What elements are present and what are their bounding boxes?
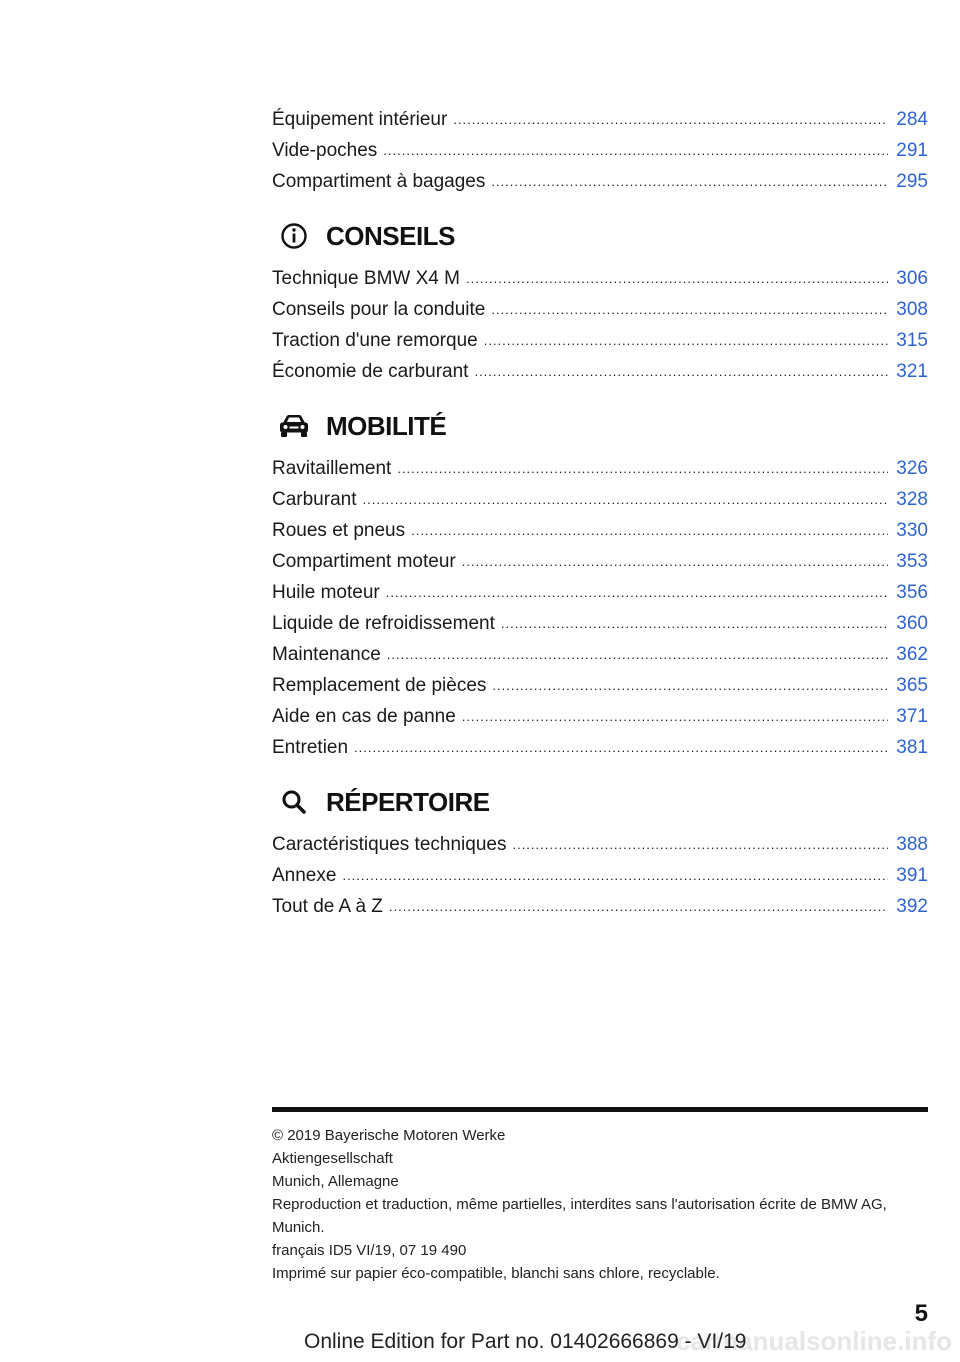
toc-group-top [272,104,928,197]
toc-entry-label: Compartiment à bagages [272,171,486,192]
info-circle-icon [274,219,314,253]
toc-entry[interactable] [272,829,928,860]
toc-page-link[interactable]: 330 [896,520,928,541]
imprint-line: Munich, Allemagne [272,1173,399,1190]
search-icon [274,785,314,819]
section-title: MOBILITÉ [326,410,447,441]
toc-entry-label: Roues et pneus [272,520,406,541]
section-title: RÉPERTOIRE [326,786,490,817]
dot-leader [491,294,888,325]
toc-entry-label: Remplacement de pièces [272,675,487,696]
toc-entry-label: Annexe [272,865,337,886]
toc-entry-label: Ravitaillement [272,458,392,479]
dot-leader [462,701,888,732]
imprint [272,1124,928,1285]
toc-page-link[interactable]: 353 [896,551,928,572]
page-number: 5 [914,1300,928,1327]
toc-page-link[interactable]: 306 [896,268,928,289]
toc-entry-label: Économie de carburant [272,361,469,382]
toc-entry-label: Carburant [272,489,357,510]
toc-entry[interactable] [272,484,928,515]
toc-entry[interactable] [272,608,928,639]
dot-leader [342,860,888,891]
dot-leader [501,608,888,639]
dot-leader [484,325,889,356]
footer-divider [272,1107,928,1112]
toc-entry-label: Liquide de refroidissement [272,613,495,634]
dot-leader [386,577,889,608]
section-title: CONSEILS [326,220,455,251]
dot-leader [462,546,889,577]
toc-page-link[interactable]: 291 [896,140,928,161]
dot-leader [453,104,888,135]
dot-leader [491,166,888,197]
online-edition-note: Online Edition for Part no. 01402666869 - VI/19 [304,1330,747,1353]
watermark: carmanualsonline.info [676,1326,952,1356]
dot-leader [383,135,888,166]
toc-page-link[interactable]: 392 [896,896,928,917]
toc-entry[interactable] [272,135,928,166]
dot-leader [466,263,888,294]
dot-leader [411,515,888,546]
toc-entry[interactable] [272,453,928,484]
toc-page-link[interactable]: 391 [896,865,928,886]
imprint-line: Imprimé sur papier éco-compatible, blanchi sans chlore, recyclable. [272,1265,720,1282]
imprint-line: Aktiengesellschaft [272,1150,393,1167]
toc-entry[interactable] [272,515,928,546]
toc-group-mobilite [272,453,928,763]
toc-page-link[interactable]: 284 [896,109,928,130]
toc-entry-label: Vide-poches [272,140,378,161]
imprint-line: © 2019 Bayerische Motoren Werke [272,1127,506,1144]
toc-group-conseils [272,263,928,387]
section-header-conseils [272,219,928,253]
toc-entry[interactable] [272,860,928,891]
table-of-contents [272,104,928,922]
toc-page-link[interactable]: 321 [896,361,928,382]
toc-entry-label: Maintenance [272,644,381,665]
toc-entry[interactable] [272,104,928,135]
toc-page-link[interactable]: 371 [896,706,928,727]
toc-page-link[interactable]: 381 [896,737,928,758]
toc-entry-label: Traction d'une remorque [272,330,478,351]
toc-page-link[interactable]: 308 [896,299,928,320]
toc-group-repertoire [272,829,928,922]
toc-entry[interactable] [272,639,928,670]
imprint-line: Reproduction et traduction, même partielles, interdites sans l'autorisation écrite de BMW AG, [272,1196,887,1213]
car-front-icon [274,409,314,443]
section-header-mobilite [272,409,928,443]
toc-page-link[interactable]: 388 [896,834,928,855]
toc-entry[interactable] [272,891,928,922]
toc-entry-label: Équipement intérieur [272,109,448,130]
dot-leader [512,829,888,860]
toc-entry-label: Conseils pour la conduite [272,299,486,320]
toc-entry-label: Technique BMW X4 M [272,268,460,289]
dot-leader [387,639,889,670]
toc-entry-label: Caractéristiques techniques [272,834,507,855]
toc-page-link[interactable]: 360 [896,613,928,634]
dot-leader [397,453,888,484]
toc-entry-label: Entretien [272,737,349,758]
toc-entry-label: Compartiment moteur [272,551,456,572]
imprint-line: Munich. [272,1219,325,1236]
toc-entry[interactable] [272,732,928,763]
toc-entry[interactable] [272,546,928,577]
imprint-line: français ID5 VI/19, 07 19 490 [272,1242,467,1259]
dot-leader [363,484,889,515]
toc-entry-label: Huile moteur [272,582,380,603]
dot-leader [474,356,888,387]
toc-entry[interactable] [272,294,928,325]
toc-entry[interactable] [272,670,928,701]
section-header-repertoire [272,785,928,819]
toc-entry-label: Aide en cas de panne [272,706,456,727]
toc-entry[interactable] [272,356,928,387]
toc-page-link[interactable]: 326 [896,458,928,479]
toc-page-link[interactable]: 328 [896,489,928,510]
toc-entry[interactable] [272,701,928,732]
toc-entry[interactable] [272,263,928,294]
toc-entry[interactable] [272,166,928,197]
toc-entry[interactable] [272,325,928,356]
toc-page-link[interactable]: 356 [896,582,928,603]
dot-leader [354,732,888,763]
toc-page-link[interactable]: 315 [896,330,928,351]
toc-entry[interactable] [272,577,928,608]
toc-page-link[interactable]: 362 [896,644,928,665]
dot-leader [492,670,888,701]
toc-page-link[interactable]: 365 [896,675,928,696]
dot-leader [389,891,888,922]
toc-entry-label: Tout de A à Z [272,896,383,917]
toc-page-link[interactable]: 295 [896,171,928,192]
